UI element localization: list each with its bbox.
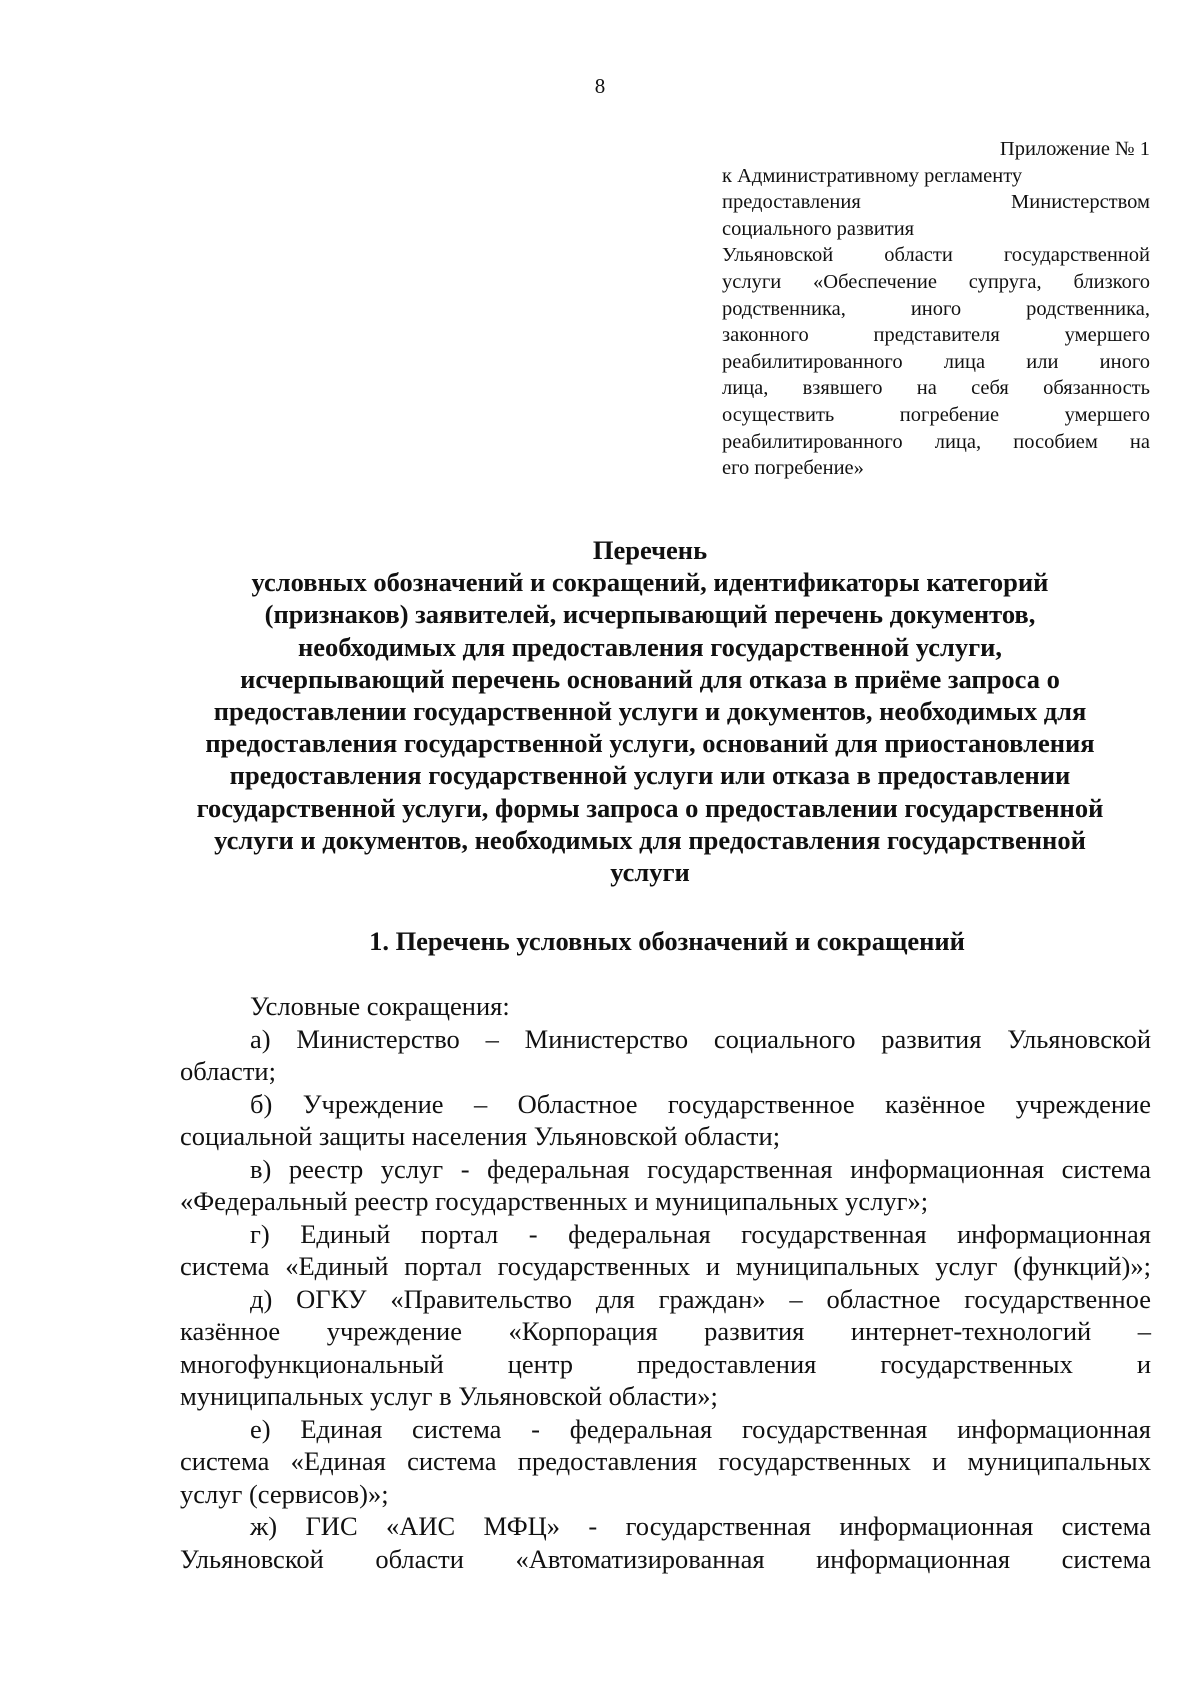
- title-line: услуги и документов, необходимых для предоставления государственной: [214, 824, 1086, 855]
- body-line: а) Министерство – Министерство социального развития Ульяновской: [250, 1023, 1151, 1054]
- appendix-line: к Административному регламенту: [722, 164, 1023, 187]
- body-line: социальной защиты населения Ульяновской области;: [180, 1121, 781, 1151]
- appendix-number: Приложение № 1: [999, 138, 1150, 160]
- title-line: исчерпывающий перечень оснований для отказа в приёме запроса о: [240, 663, 1060, 694]
- body-line: казённое учреждение «Корпорация развития интернет-технологий –: [180, 1316, 1151, 1346]
- appendix-block: [722, 136, 1150, 482]
- body-line: многофункциональный центр предоставления государственных и: [180, 1348, 1151, 1379]
- body-line: ж) ГИС «АИС МФЦ» - государственная информационная система: [250, 1511, 1151, 1541]
- title-line: предоставления государственной услуги, оснований для приостановления: [205, 728, 1095, 759]
- body-line: б) Учреждение – Областное государственное казённое учреждение: [250, 1088, 1151, 1119]
- document-title: [120, 534, 1180, 888]
- body-line: Условные сокращения:: [250, 991, 510, 1021]
- appendix-line: осуществить погребение умершего: [722, 403, 1150, 426]
- body-line: система «Единая система предоставления государственных и муниципальных: [180, 1446, 1151, 1476]
- appendix-line: услуги «Обеспечение супруга, близкого: [722, 270, 1150, 293]
- appendix-line: Ульяновской области государственной: [722, 244, 1150, 267]
- body-line: система «Единый портал государственных и муниципальных услуг (функций)»;: [180, 1251, 1151, 1281]
- body-line: д) ОГКУ «Правительство для граждан» – областное государственное: [250, 1283, 1151, 1314]
- title-heading: Перечень: [592, 535, 708, 565]
- body-line: в) реестр услуг - федеральная государственная информационная система: [250, 1153, 1151, 1184]
- appendix-line: предоставления Министерством: [722, 191, 1150, 214]
- title-line: (признаков) заявителей, исчерпывающий перечень документов,: [264, 599, 1036, 630]
- title-line: необходимых для предоставления государственной услуги,: [297, 631, 1003, 662]
- appendix-line: реабилитированного лица, пособием на: [722, 430, 1150, 453]
- body-line: услуг (сервисов)»;: [180, 1478, 389, 1509]
- title-line: предоставлении государственной услуги и документов, необходимых для: [213, 696, 1087, 727]
- section-heading: 1. Перечень условных обозначений и сокращений: [369, 926, 965, 956]
- body-line: области;: [180, 1056, 276, 1086]
- body-line: «Федеральный реестр государственных и муниципальных услуг»;: [180, 1186, 929, 1216]
- title-line: услуги: [610, 857, 690, 888]
- appendix-line: его погребение»: [722, 457, 864, 480]
- page-number: 8: [594, 74, 606, 98]
- title-line: условных обозначений и сокращений, идентификаторы категорий: [251, 567, 1049, 598]
- section-body: [180, 990, 1151, 1575]
- body-line: г) Единый портал - федеральная государственная информационная: [250, 1218, 1151, 1249]
- appendix-line: социального развития: [722, 217, 915, 240]
- appendix-line: реабилитированного лица или иного: [722, 350, 1150, 373]
- body-line: е) Единая система - федеральная государственная информационная: [250, 1413, 1151, 1444]
- appendix-line: законного представителя умершего: [722, 324, 1150, 347]
- appendix-line: родственника, иного родственника,: [722, 297, 1150, 320]
- body-line: Ульяновской области «Автоматизированная информационная система: [180, 1543, 1151, 1574]
- title-line: предоставления государственной услуги или отказа в предоставлении: [229, 760, 1071, 791]
- appendix-line: лица, взявшего на себя обязанность: [722, 377, 1150, 400]
- title-line: государственной услуги, формы запроса о предоставлении государственной: [196, 792, 1104, 823]
- body-line: муниципальных услуг в Ульяновской области»;: [180, 1381, 718, 1411]
